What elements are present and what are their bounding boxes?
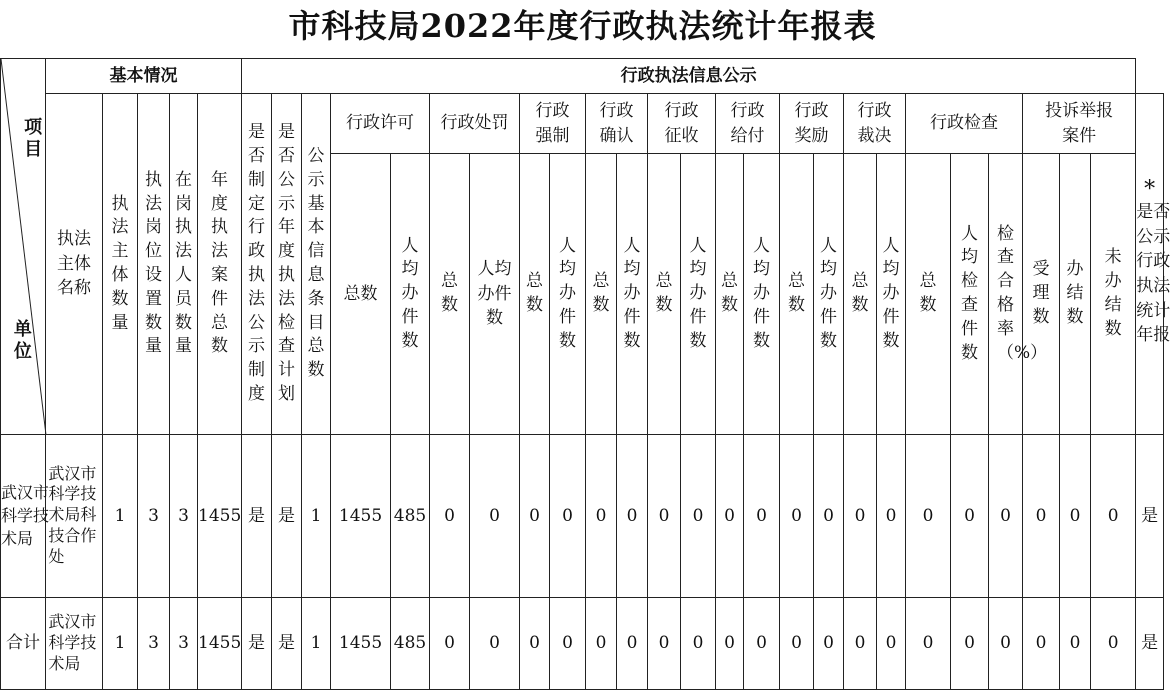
header-confirm: 行政确认 — [586, 94, 648, 154]
cell-license-total: 1455 — [331, 598, 391, 690]
cell-penalty-per-capita: 0 — [470, 598, 520, 690]
cell-ruling-per-capita: 0 — [877, 435, 906, 598]
cell-confirm-per-capita: 0 — [617, 435, 648, 598]
header-ruling-total: 总数 — [844, 154, 877, 435]
cell-done: 0 — [1060, 598, 1091, 690]
cell-levy-per-capita: 0 — [681, 435, 716, 598]
cell-reward-per-capita: 0 — [814, 598, 844, 690]
corner-unit-label: 单位 — [13, 319, 32, 362]
cell-pass-rate: 0 — [989, 435, 1023, 598]
header-published: * 是否公示行政执法统计年报 — [1136, 94, 1164, 435]
cell-confirm-per-capita: 0 — [617, 598, 648, 690]
header-enforce-total: 总数 — [520, 154, 550, 435]
cell-penalty-total: 0 — [430, 435, 470, 598]
header-staff: 在岗执法人员数量 — [170, 94, 198, 435]
header-ruling-per-capita: 人均办件数 — [877, 154, 906, 435]
cell-license-per-capita: 485 — [391, 598, 430, 690]
header-levy: 行政征收 — [648, 94, 716, 154]
header-inspect: 行政检查 — [906, 94, 1023, 154]
cell-payment-per-capita: 0 — [744, 598, 780, 690]
table-row — [1, 435, 1164, 598]
entity-name: 武汉市科学技术局科技合作处 — [46, 435, 103, 598]
cell-posts: 3 — [138, 598, 170, 690]
cell-inspect-per-capita: 0 — [951, 435, 989, 598]
cell-levy-total: 0 — [648, 598, 681, 690]
diagonal-line — [1, 59, 46, 435]
header-license: 行政许可 — [331, 94, 430, 154]
cell-reward-per-capita: 0 — [814, 435, 844, 598]
header-inspect-per-capita: 人均检查件数 — [951, 154, 989, 435]
cell-info: 1 — [302, 598, 331, 690]
cell-system: 是 — [242, 598, 272, 690]
header-cases: 年度执法案件总数 — [198, 94, 242, 435]
cell-cases: 1455 — [198, 435, 242, 598]
cell-published: 是 — [1136, 598, 1164, 690]
cell-staff: 3 — [170, 435, 198, 598]
cell-penalty-per-capita: 0 — [470, 435, 520, 598]
group-basic-info: 基本情况 — [46, 59, 242, 94]
table-row-total — [1, 598, 1164, 690]
cell-system: 是 — [242, 435, 272, 598]
header-confirm-per-capita: 人均办件数 — [617, 154, 648, 435]
header-ruling: 行政裁决 — [844, 94, 906, 154]
cell-undone: 0 — [1091, 598, 1136, 690]
header-payment: 行政给付 — [716, 94, 780, 154]
header-license-per-capita: 人均办件数 — [391, 154, 430, 435]
cell-payment-per-capita: 0 — [744, 435, 780, 598]
cell-plan: 是 — [272, 435, 302, 598]
cell-accepted: 0 — [1023, 598, 1060, 690]
cell-cases: 1455 — [198, 598, 242, 690]
header-accepted: 受理数 — [1023, 154, 1060, 435]
header-system: 是否制定行政执法公示制度 — [242, 94, 272, 435]
cell-reward-total: 0 — [780, 435, 814, 598]
header-entity-name: 执法主体名称 — [46, 94, 103, 435]
header-reward: 行政奖励 — [780, 94, 844, 154]
header-enforce-per-capita: 人均办件数 — [550, 154, 586, 435]
cell-pass-rate: 0 — [989, 598, 1023, 690]
cell-entity-count: 1 — [103, 435, 138, 598]
header-payment-per-capita: 人均办件数 — [744, 154, 780, 435]
cell-reward-total: 0 — [780, 598, 814, 690]
cell-accepted: 0 — [1023, 435, 1060, 598]
cell-confirm-total: 0 — [586, 598, 617, 690]
header-inspect-total: 总数 — [906, 154, 951, 435]
header-reward-per-capita: 人均办件数 — [814, 154, 844, 435]
cell-confirm-total: 0 — [586, 435, 617, 598]
cell-license-per-capita: 485 — [391, 435, 430, 598]
cell-published: 是 — [1136, 435, 1164, 598]
header-penalty-total: 总数 — [430, 154, 470, 435]
unit-name: 武汉市科学技术局 — [1, 435, 46, 598]
cell-levy-total: 0 — [648, 435, 681, 598]
cell-enforce-per-capita: 0 — [550, 598, 586, 690]
cell-plan: 是 — [272, 598, 302, 690]
corner-project-label: 项目 — [24, 117, 43, 160]
cell-ruling-per-capita: 0 — [877, 598, 906, 690]
cell-undone: 0 — [1091, 435, 1136, 598]
cell-staff: 3 — [170, 598, 198, 690]
cell-inspect-total: 0 — [906, 435, 951, 598]
cell-license-total: 1455 — [331, 435, 391, 598]
cell-entity-count: 1 — [103, 598, 138, 690]
cell-inspect-per-capita: 0 — [951, 598, 989, 690]
header-undone: 未办结数 — [1091, 154, 1136, 435]
header-entity-count: 执法主体数量 — [103, 94, 138, 435]
header-penalty-per-capita: 人均办件数 — [470, 154, 520, 435]
header-done: 办结数 — [1060, 154, 1091, 435]
cell-penalty-total: 0 — [430, 598, 470, 690]
header-posts: 执法岗位设置数量 — [138, 94, 170, 435]
cell-enforce-total: 0 — [520, 435, 550, 598]
cell-ruling-total: 0 — [844, 598, 877, 690]
header-complaint: 投诉举报案件 — [1023, 94, 1136, 154]
header-levy-total: 总数 — [648, 154, 681, 435]
cell-posts: 3 — [138, 435, 170, 598]
header-levy-per-capita: 人均办件数 — [681, 154, 716, 435]
cell-ruling-total: 0 — [844, 435, 877, 598]
header-info: 公示基本信息条目总数 — [302, 94, 331, 435]
statistics-table — [0, 58, 1170, 690]
header-penalty: 行政处罚 — [430, 94, 520, 154]
cell-inspect-total: 0 — [906, 598, 951, 690]
header-enforce: 行政强制 — [520, 94, 586, 154]
group-public-info: 行政执法信息公示 — [242, 59, 1136, 94]
cell-payment-total: 0 — [716, 598, 744, 690]
header-pass-rate: 检查合格率（%） — [989, 154, 1023, 435]
corner-diagonal-cell — [1, 59, 46, 435]
header-license-total: 总数 — [331, 154, 391, 435]
cell-enforce-per-capita: 0 — [550, 435, 586, 598]
cell-info: 1 — [302, 435, 331, 598]
cell-payment-total: 0 — [716, 435, 744, 598]
header-reward-total: 总数 — [780, 154, 814, 435]
header-plan: 是否公示年度执法检查计划 — [272, 94, 302, 435]
cell-levy-per-capita: 0 — [681, 598, 716, 690]
header-payment-total: 总数 — [716, 154, 744, 435]
cell-done: 0 — [1060, 435, 1091, 598]
unit-name: 合计 — [1, 598, 46, 690]
header-confirm-total: 总数 — [586, 154, 617, 435]
cell-enforce-total: 0 — [520, 598, 550, 690]
report-title: 市科技局2022年度行政执法统计年报表 — [288, 7, 877, 45]
entity-name: 武汉市科学技术局 — [46, 598, 103, 690]
